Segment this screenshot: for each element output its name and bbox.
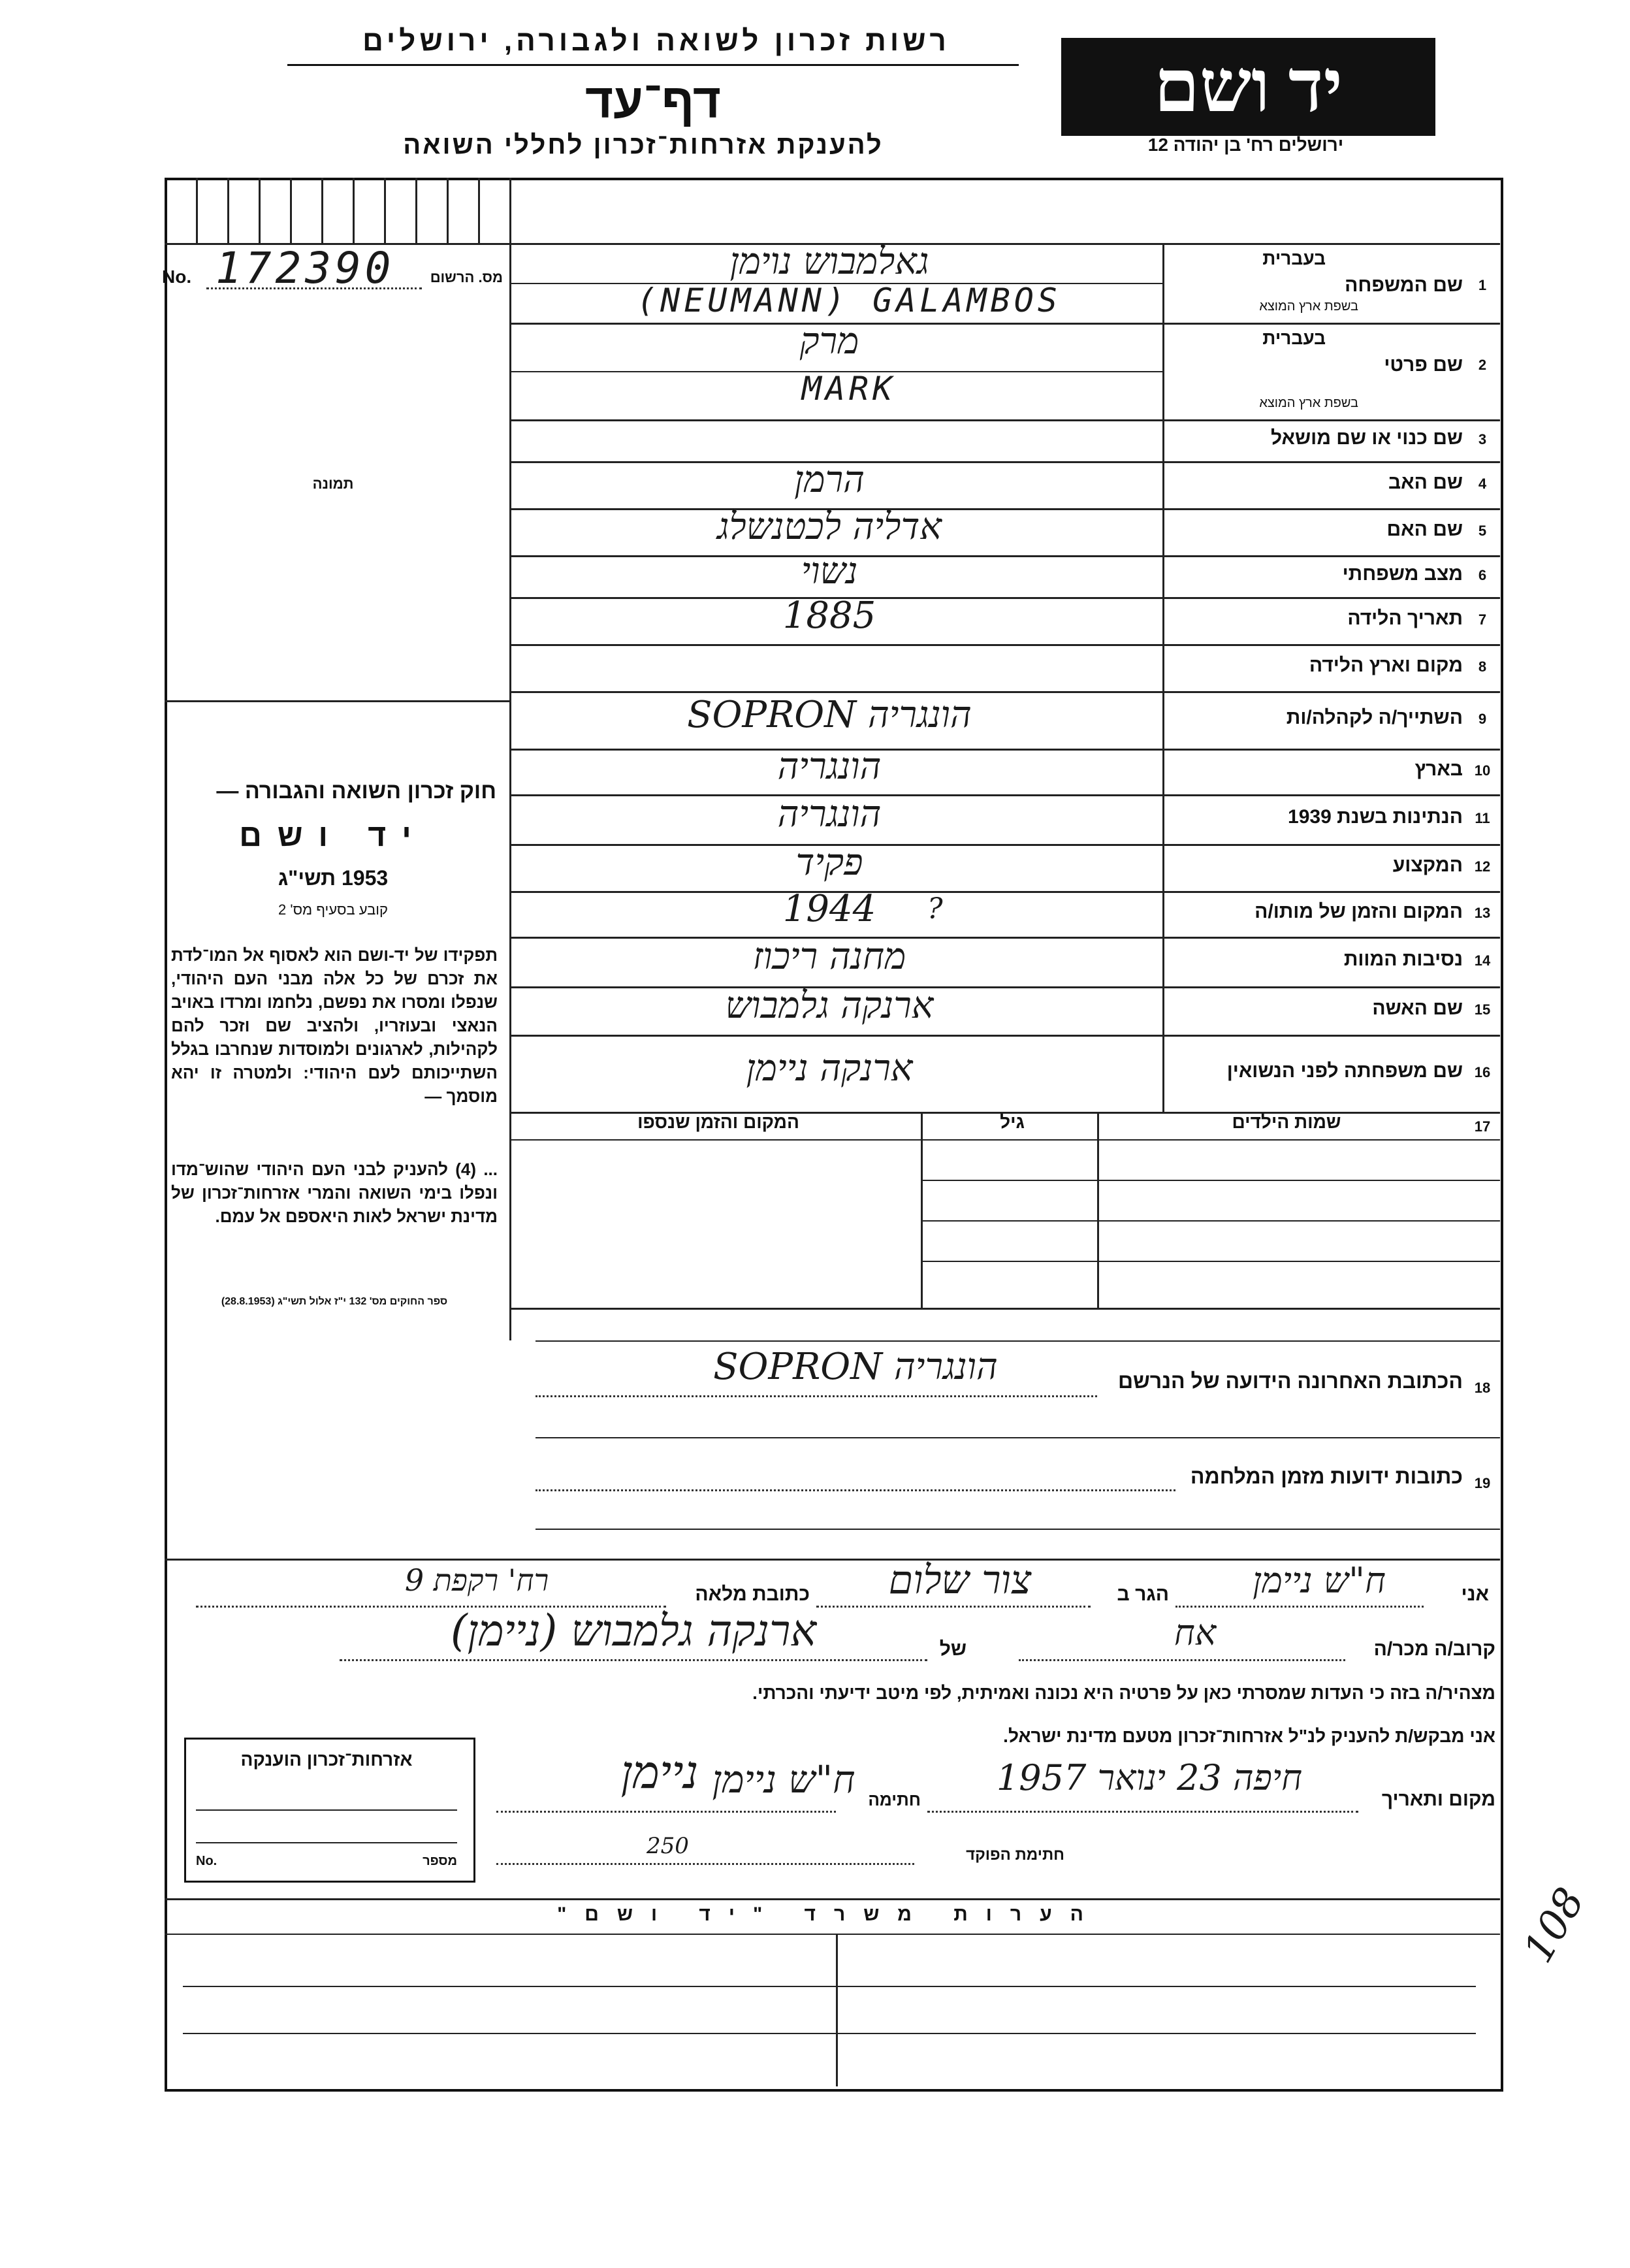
registration-number: 172390: [216, 243, 395, 293]
field-5-value: אדליה לכטנשלג: [717, 506, 942, 548]
field-2-hebrew-sublabel: בעברית: [1262, 328, 1326, 348]
children-header-line: [509, 1139, 1500, 1141]
law-paragraph-2: ... (4) להעניק לבני העם היהודי שהוש־מדו ונפלו בימי השואה והמרי אזרחות־זכרון של מדינת ישראל לאות היאספם אל עמם.: [171, 1159, 498, 1226]
witness-declaration-1: מצהיר/ה בזה כי העדות שמסרתי כאן על פרטיה היא נכונה ואמיתית, לפי מיטב ידיעתי והכרתי.: [752, 1683, 1495, 1703]
witness-of-dots: [340, 1659, 927, 1661]
field-18-dots: [535, 1395, 1097, 1397]
children-row-line-1: [921, 1180, 1500, 1181]
form-subtitle: להענקת אזרחות־זכרון לחללי השואה: [403, 131, 884, 159]
field-6-label: מצב משפחתי: [1342, 563, 1463, 585]
witness-address-value: רח' רקפת 9: [404, 1563, 549, 1598]
field-11-value: הונגריה: [777, 793, 882, 835]
signature-2-value: ניימן: [620, 1745, 699, 1799]
field-7-value: 1885: [782, 594, 876, 637]
field-15-label: שם האשה: [1372, 997, 1463, 1019]
field-9-value: SOPRON הונגריה: [687, 694, 972, 736]
office-notes-title: הערות משרד "יד ושם": [557, 1904, 1102, 1925]
field-row-line: [509, 1035, 1500, 1037]
witness-resides-value: צור שלום: [888, 1557, 1032, 1603]
officer-signature-value: 250: [647, 1833, 689, 1859]
field-4-label: שם האב: [1388, 472, 1463, 493]
field-2-value: מרק: [799, 320, 859, 363]
institution-name: רשות זכרון לשואה ולגבורה, ירושלים: [362, 25, 950, 57]
witness-ani-dots: [1175, 1606, 1424, 1608]
field-1-value-2: (NEUMANN) GALAMBOS: [637, 282, 1061, 319]
field-14-number: 14: [1474, 952, 1491, 969]
place-date-dots: [927, 1811, 1358, 1813]
registration-dots: [206, 287, 422, 289]
field-1-origin-sublabel: בשפת ארץ המוצא: [1259, 299, 1358, 314]
grant-box-line-1: [196, 1809, 457, 1811]
field-7-label: תאריך הלידה: [1347, 608, 1463, 629]
witness-resides-label: הגר ב: [1117, 1583, 1169, 1605]
field-3-label: שם כנוי או שם מושאל: [1270, 427, 1463, 449]
office-notes-divider: [836, 1934, 838, 2086]
field-19-line-2: [535, 1529, 1500, 1530]
field-13-value-2: ?: [927, 892, 943, 926]
field-13-value: 1944: [782, 888, 876, 930]
margin-number: 108: [1514, 1879, 1594, 1971]
field-1-value: גאלמבוש נוימן: [729, 240, 929, 283]
field-19-dots: [535, 1489, 1175, 1491]
signature-label: חתימה: [868, 1790, 921, 1809]
logo-text: יד ושם: [1153, 46, 1343, 127]
field-3-number: 3: [1478, 431, 1487, 447]
field-6-value: נשוי: [801, 550, 858, 592]
field-12-number: 12: [1474, 858, 1491, 875]
law-name: יד ושם: [239, 818, 427, 853]
signature-value: ח"ש ניימן: [712, 1757, 855, 1802]
field-2-origin-sublabel: בשפת ארץ המוצא: [1259, 396, 1358, 410]
registration-no-label: No.: [162, 267, 192, 287]
field-1-hebrew-sublabel: בעברית: [1262, 248, 1326, 268]
field-5-label: שם האם: [1386, 519, 1463, 540]
witness-address-label: כתובת מלאה: [695, 1583, 810, 1605]
grant-box-no-label-he: מספר: [423, 1854, 457, 1868]
institution-underline: [287, 64, 1019, 66]
field-6-number: 6: [1478, 567, 1487, 583]
witness-of-label: של: [939, 1638, 967, 1660]
law-section: קובע בסעיף מס' 2: [278, 901, 388, 918]
children-col-age: גיל: [1000, 1112, 1025, 1132]
signature-dots: [496, 1811, 836, 1813]
field-2-label: שם פרטי: [1384, 354, 1463, 376]
law-paragraph-1: תפקידו של יד-ושם הוא לאסוף אל המו־לדת את זכרם של כל אלה מבני העם היהודי, שנפלו ומסרו את נפשם, נלחמו ומרדו באויב הנאצי ובעוזריו, ולהציב שם וזכר להם לקהילות, לארגונים ולמוסדות שנחרבו בגלל השתייכותם לעם היהודי: ולמטרה זו יהא מוסמך —: [171, 945, 498, 1106]
field-16-value: ארנקה ניימן: [746, 1047, 913, 1090]
registration-label-he: מס. הרשום: [430, 269, 503, 285]
witness-declaration-2: אני מבקש/ת להעניק לנ"ל אזרחות־זכרון מטעם מדינת ישראל.: [1003, 1726, 1495, 1746]
field-17-number: 17: [1474, 1118, 1491, 1135]
children-box-line: [535, 1340, 1500, 1342]
children-row-line-3: [921, 1261, 1500, 1262]
office-notes-line-2: [183, 2033, 1476, 2034]
office-notes-line-1: [183, 1986, 1476, 1987]
field-13-number: 13: [1474, 905, 1491, 921]
witness-of-value: ארנקה גלמבוש (ניימן): [450, 1606, 817, 1656]
field-7-number: 7: [1478, 611, 1487, 628]
field-8-label: מקום וארץ הלידה: [1309, 655, 1463, 676]
field-row-line: [509, 644, 1500, 646]
form-title: דף־עד: [585, 74, 721, 128]
law-year: 1953 תשי"ג: [278, 866, 389, 890]
field-row-line: [509, 419, 1500, 421]
field-14-label: נסיבות המוות: [1343, 948, 1463, 970]
field-18-number: 18: [1474, 1380, 1491, 1396]
field-19-label: כתובות ידועות מזמן המלחמה: [1190, 1465, 1463, 1488]
grant-box-no-label: No.: [196, 1854, 217, 1868]
field-4-value: הרמן: [794, 459, 865, 501]
field-16-label: שם משפחתה לפני הנשואין: [1226, 1060, 1463, 1082]
officer-signature-label: חתימת הפוקד: [966, 1846, 1064, 1864]
photo-area-bottom: [165, 700, 511, 702]
grant-box-title: אזרחות־זכרון הוענקה: [240, 1749, 413, 1770]
field-11-number: 11: [1475, 810, 1490, 826]
field-9-label: השתייך/ה לקהלה/ות: [1286, 707, 1463, 728]
address: ירושלים רח' בן יהודה 12: [1147, 135, 1344, 155]
field-18-value: SOPRON הונגריה: [713, 1346, 998, 1388]
field-13-label: המקום והזמן של מותו/ה: [1254, 901, 1463, 922]
children-divider-2: [921, 1112, 923, 1308]
field-12-value: פקיד: [795, 841, 863, 884]
field-12-label: המקצוע: [1392, 854, 1463, 876]
witness-ani-value: ח"ש ניימן: [1253, 1560, 1386, 1601]
label-column-divider: [1162, 243, 1164, 1112]
field-2-value-2: MARK: [801, 370, 897, 408]
field-8-number: 8: [1478, 658, 1487, 675]
grant-box-line-2: [196, 1842, 457, 1843]
field-14-value: מחנה ריכוז: [752, 935, 906, 978]
field-1-number: 1: [1478, 277, 1487, 293]
field-2-number: 2: [1478, 357, 1487, 373]
field-10-number: 10: [1474, 762, 1491, 779]
law-title: חוק זכרון השואה והגבורה —: [216, 779, 496, 803]
officer-signature-dots: [496, 1863, 914, 1865]
place-date-label: מקום ותאריך: [1381, 1789, 1495, 1810]
field-10-value: הונגריה: [777, 745, 882, 788]
law-footnote: ספר החוקים מס' 132 י"ז אלול תשי"ג (28.8.1953): [221, 1296, 448, 1307]
field-row-line: [509, 691, 1500, 693]
witness-relation-dots: [1019, 1659, 1345, 1661]
office-notes-header-line: [165, 1934, 1500, 1935]
field-15-number: 15: [1474, 1001, 1491, 1018]
children-row-line-2: [921, 1220, 1500, 1222]
children-divider-1: [1097, 1112, 1099, 1308]
left-column-divider: [509, 178, 511, 1340]
witness-relation-value: אח: [1174, 1612, 1217, 1653]
field-1-label: שם המשפחה: [1345, 274, 1463, 296]
children-col-names: שמות הילדים: [1232, 1112, 1341, 1132]
place-date-value: חיפה 23 ינואר 1957: [996, 1757, 1303, 1798]
field-4-number: 4: [1478, 476, 1487, 492]
field-19-number: 19: [1474, 1475, 1491, 1491]
office-notes-top: [165, 1898, 1500, 1900]
field-18-label: הכתובת האחרונה הידועה של הנרשם: [1117, 1369, 1463, 1393]
field-10-label: בארץ: [1414, 758, 1463, 780]
field-9-number: 9: [1478, 711, 1487, 727]
field-18-line-2: [535, 1437, 1500, 1438]
yad-vashem-logo: [1061, 38, 1435, 136]
photo-label: תמונה: [312, 476, 354, 492]
children-col-place: המקום והזמן שנספו: [637, 1112, 799, 1132]
field-15-value: ארנקה גלמבוש: [725, 984, 934, 1027]
witness-ani-label: אני: [1461, 1583, 1489, 1605]
children-table-bottom: [509, 1308, 1500, 1310]
witness-relation-label: קרוב/ה מכר/ה: [1373, 1638, 1495, 1660]
field-16-number: 16: [1474, 1064, 1491, 1080]
field-5-number: 5: [1478, 523, 1487, 539]
field-11-label: הנתינות בשנת 1939: [1288, 806, 1463, 828]
